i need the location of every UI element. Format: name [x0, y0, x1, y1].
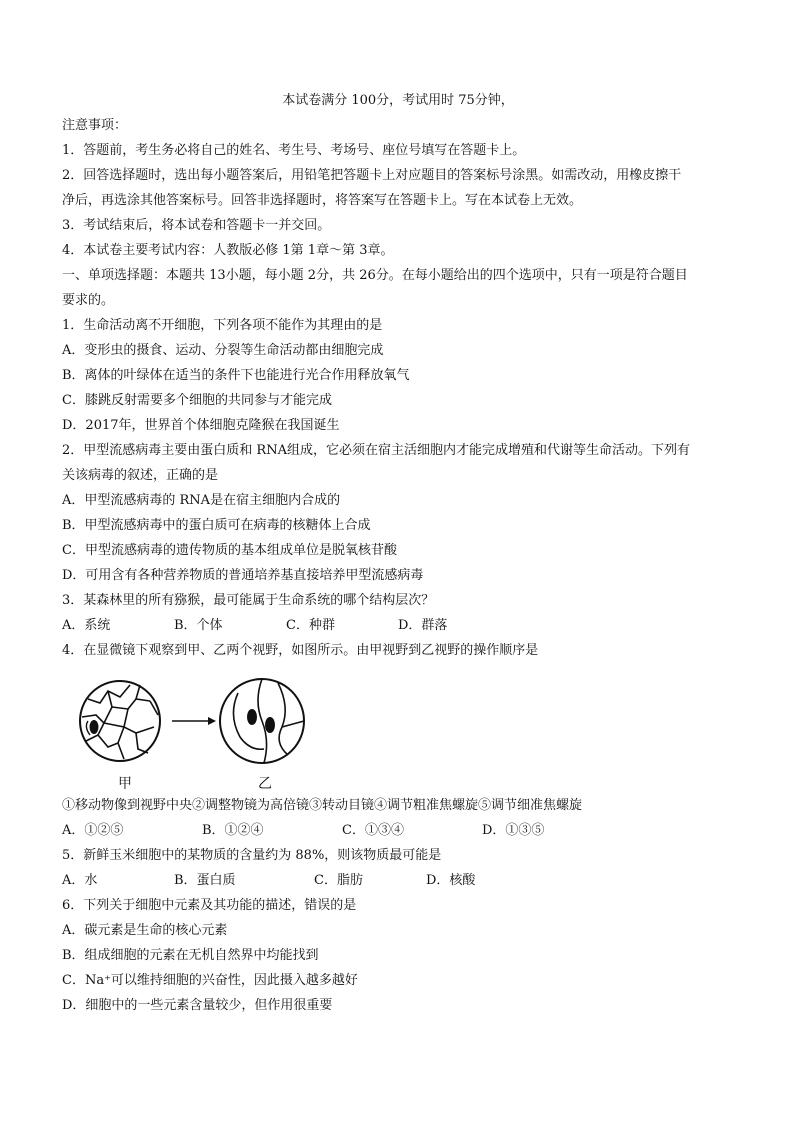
answer-option: A．系统 — [62, 618, 111, 633]
notice-item: 2．回答选择题时，选出每小题答案后，用铅笔把答题卡上对应题目的答案标号涂黑。如需改动，用橡皮擦干 — [62, 168, 682, 183]
microscope-fields-diagram — [78, 671, 318, 779]
answer-option: D．群落 — [398, 618, 448, 633]
answer-option: C．Na⁺可以维持细胞的兴奋性，因此摄入越多越好 — [62, 973, 358, 988]
answer-option: D．核酸 — [426, 873, 476, 888]
answer-option: D．①③⑤ — [482, 823, 545, 838]
answer-option: D．细胞中的一些元素含量较少，但作用很重要 — [62, 998, 333, 1013]
microscope-figure — [62, 663, 734, 793]
answer-option: B．蛋白质 — [174, 873, 236, 888]
field-yi — [220, 679, 304, 763]
field-jia — [80, 681, 160, 761]
figure-label-yi: 乙 — [258, 776, 272, 792]
answer-option: A．①②⑤ — [62, 823, 124, 838]
notice-item: 1．答题前，考生务必将自己的姓名、考生号、考场号、座位号填写在答题卡上。 — [62, 143, 526, 158]
exam-info: 本试卷满分 100分，考试用时 75分钟， — [282, 93, 514, 108]
answer-option: C．①③④ — [342, 823, 404, 838]
exam-page — [62, 88, 734, 1018]
section-title: 一、单项选择题：本题共 13小题，每小题 2分，共 26分。在每小题给出的四个选项中，只有一项是符合题目 — [62, 268, 688, 283]
figure-label-jia: 甲 — [118, 776, 132, 792]
question-stem: 5．新鲜玉米细胞中的某物质的含量约为 88%，则该物质最可能是 — [62, 848, 442, 863]
question-stem: 1．生命活动离不开细胞，下列各项不能作为其理由的是 — [62, 318, 383, 333]
answer-options-row — [62, 613, 734, 638]
answer-option: D．可用含有各种营养物质的普通培养基直接培养甲型流感病毒 — [62, 568, 424, 583]
answer-option: D．2017年，世界首个体细胞克隆猴在我国诞生 — [62, 418, 340, 433]
notice-item: 3．考试结束后，将本试卷和答题卡一并交回。 — [62, 218, 331, 233]
question-stem: 关该病毒的叙述，正确的是 — [62, 468, 219, 483]
question-stem: 4．在显微镜下观察到甲、乙两个视野，如图所示。由甲视野到乙视野的操作顺序是 — [62, 643, 539, 658]
answer-option: A．变形虫的摄食、运动、分裂等生命活动都由细胞完成 — [62, 343, 384, 358]
answer-options-row — [62, 868, 734, 893]
answer-options-row — [62, 818, 734, 843]
section-title: 要求的。 — [62, 293, 115, 308]
answer-option: A．水 — [62, 873, 98, 888]
answer-option: B．甲型流感病毒中的蛋白质可在病毒的核糖体上合成 — [62, 518, 371, 533]
answer-option: B．①②④ — [202, 823, 264, 838]
answer-option: C．膝跳反射需要多个细胞的共同参与才能完成 — [62, 393, 332, 408]
answer-option: C．甲型流感病毒的遗传物质的基本组成单位是脱氧核苷酸 — [62, 543, 397, 558]
answer-option: A．碳元素是生命的核心元素 — [62, 923, 228, 938]
notice-item: 4．本试卷主要考试内容：人教版必修 1第 1章～第 3章。 — [62, 243, 394, 258]
answer-option: A．甲型流感病毒的 RNA是在宿主细胞内合成的 — [62, 493, 341, 508]
notice-item: 净后，再选涂其他答案标号。回答非选择题时，将答案写在答题卡上。写在本试卷上无效。 — [62, 193, 583, 208]
answer-option: B．组成细胞的元素在无机自然界中均能找到 — [62, 948, 319, 963]
question-stem: 2．甲型流感病毒主要由蛋白质和 RNA组成，它必须在宿主活细胞内才能完成增殖和代谢等生命活动。下列有 — [62, 443, 690, 458]
answer-option: C．脂肪 — [314, 873, 363, 888]
arrow-icon — [172, 717, 216, 725]
answer-option: B．离体的叶绿体在适当的条件下也能进行光合作用释放氧气 — [62, 368, 410, 383]
question-stem: 3．某森林里的所有猕猴，最可能属于生命系统的哪个结构层次？ — [62, 593, 435, 608]
operation-steps: ①移动物像到视野中央②调整物镜为高倍镜③转动目镜④调节粗准焦螺旋⑤调节细准焦螺旋 — [62, 798, 583, 813]
notice-title: 注意事项： — [62, 118, 128, 133]
answer-option: C．种群 — [286, 618, 335, 633]
question-stem: 6．下列关于细胞中元素及其功能的描述，错误的是 — [62, 898, 357, 913]
answer-option: B．个体 — [174, 618, 223, 633]
